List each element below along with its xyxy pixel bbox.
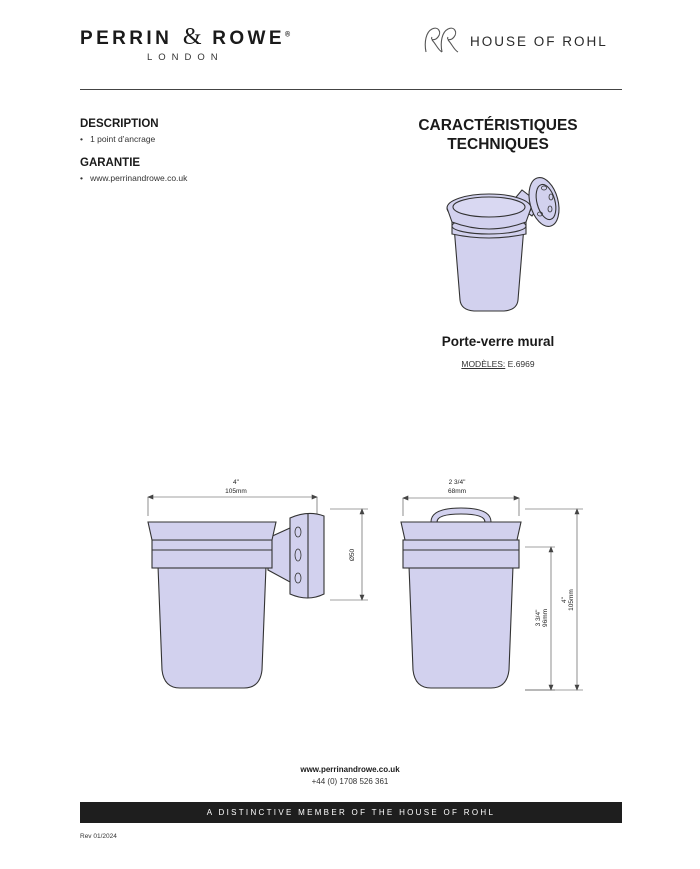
- footer-phone: +44 (0) 1708 526 361: [311, 777, 389, 786]
- side-width-inches-fraction: 3/4": [454, 479, 466, 486]
- warranty-item: • www.perrinandrowe.co.uk: [80, 173, 188, 183]
- header-divider: [80, 89, 622, 90]
- warranty-heading: GARANTIE: [80, 157, 141, 169]
- revision-label: Rev 01/2024: [80, 833, 117, 840]
- side-total-height-inches: 4": [561, 597, 568, 603]
- front-view-drawing: [140, 470, 370, 700]
- side-inner-height-mm: 96mm: [542, 608, 549, 628]
- side-view-drawing: [395, 470, 595, 700]
- spec-title-line-2: TECHNIQUES: [447, 136, 549, 153]
- description-item: • 1 point d’ancrage: [80, 134, 156, 144]
- side-inner-height-inches: 3 3/4": [535, 609, 542, 627]
- models-line: [380, 359, 616, 369]
- description-item-text: 1 point d’ancrage: [90, 134, 156, 144]
- brand-ampersand: &: [182, 24, 202, 50]
- front-diameter-label: Ø50: [349, 548, 356, 562]
- perrin-rowe-logo: [80, 24, 290, 51]
- product-illustration: [440, 172, 570, 320]
- side-width-inches: [449, 479, 466, 486]
- front-width-inches: 4": [233, 479, 239, 486]
- spec-title: [380, 116, 616, 154]
- spec-title-line-1: CARACTÉRISTIQUES: [418, 117, 578, 134]
- brand-name-part-2: ROWE: [212, 28, 285, 49]
- product-name: Porte-verre mural: [441, 334, 555, 349]
- front-width-mm: 105mm: [225, 488, 247, 495]
- side-total-height-mm: 105mm: [568, 589, 575, 611]
- footer-tagline: A DISTINCTIVE MEMBER OF THE HOUSE OF ROHL: [206, 808, 496, 817]
- house-of-rohl-logo-text: HOUSE OF ROHL: [470, 34, 608, 49]
- registered-mark: ®: [284, 31, 291, 39]
- side-width-mm: 68mm: [447, 488, 467, 495]
- models-value: E.6969: [507, 359, 535, 369]
- description-heading: DESCRIPTION: [80, 118, 159, 130]
- side-width-inches-whole: 2: [448, 479, 453, 486]
- footer-website-link[interactable]: www.perrinandrowe.co.uk: [300, 765, 400, 774]
- warranty-link[interactable]: www.perrinandrowe.co.uk: [90, 173, 188, 183]
- brand-subtitle: LONDON: [147, 52, 224, 63]
- rohl-monogram-icon: [420, 24, 464, 56]
- models-label: MODÈLES:: [461, 359, 506, 369]
- brand-name-part-1: PERRIN: [80, 28, 173, 49]
